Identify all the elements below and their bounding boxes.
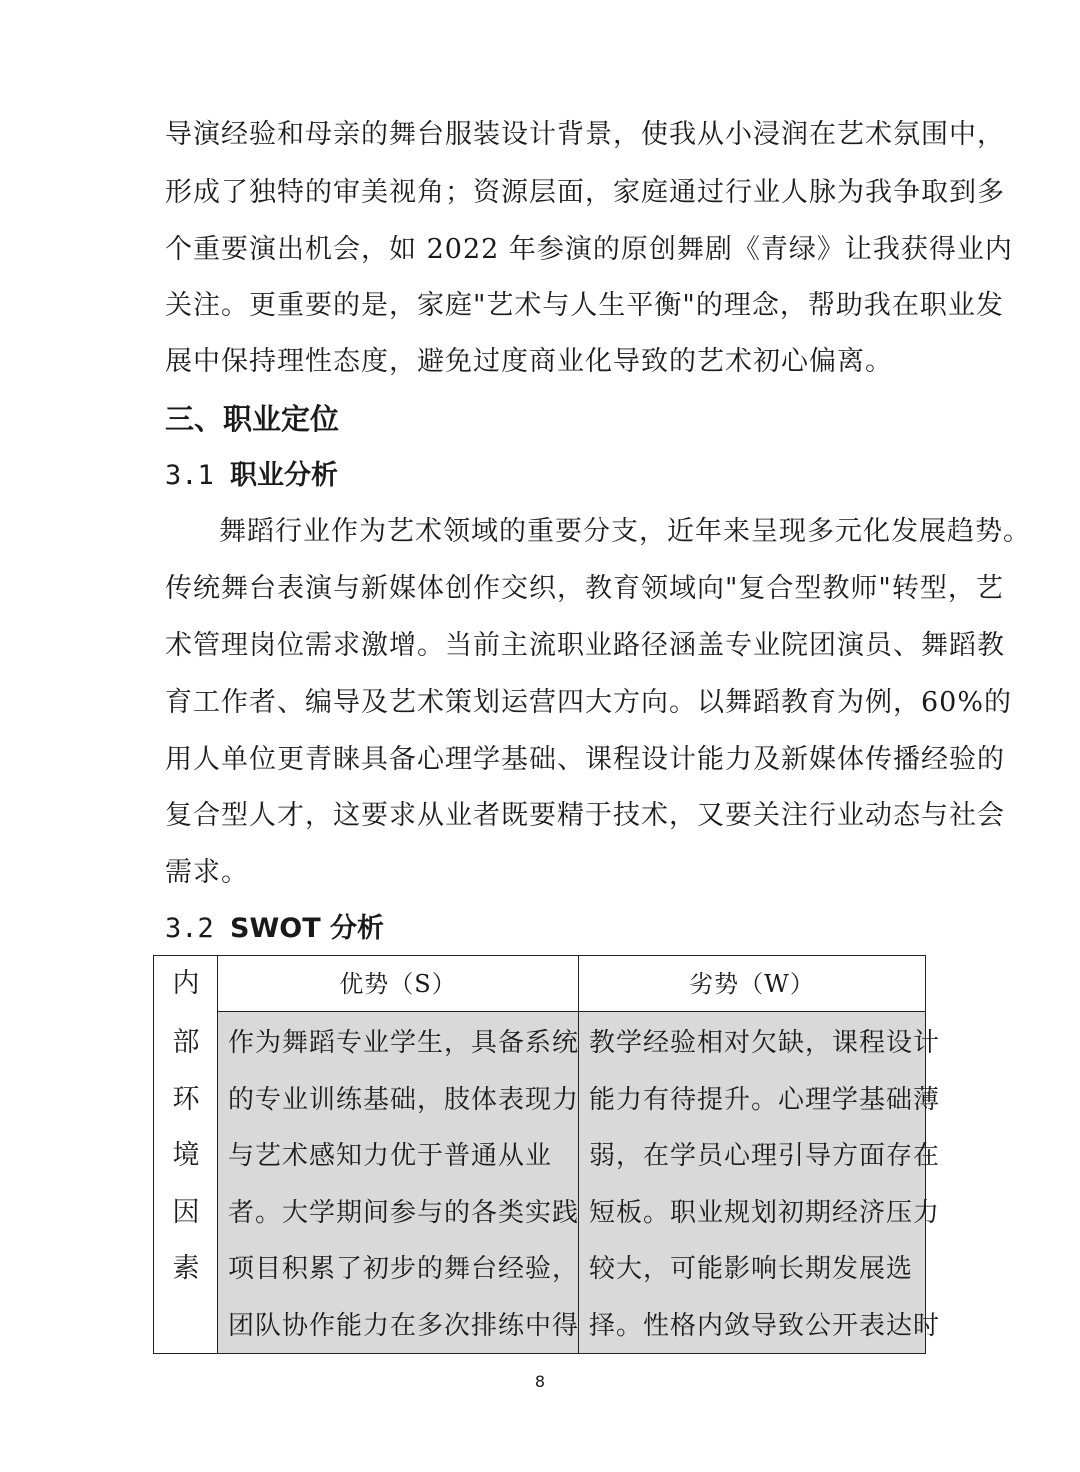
page-number: 8	[534, 1372, 546, 1391]
swot-table	[153, 955, 941, 1354]
analysis-line-2: 传统舞台表演与新媒体创作交织，教育领域向"复合型教师"转型，艺	[165, 573, 1004, 604]
intro-line-4: 关注。更重要的是，家庭"艺术与人生平衡"的理念，帮助我在职业发	[165, 290, 1004, 321]
section-title: 三、职业定位	[165, 402, 340, 436]
intro-line-5: 展中保持理性态度，避免过度商业化导致的艺术初心偏离。	[165, 346, 893, 377]
subheading-3-1-title: 职业分析	[230, 460, 339, 491]
side-label-char: 因	[172, 1197, 200, 1228]
analysis-line-6: 复合型人才，这要求从业者既要精于技术，又要关注行业动态与社会	[165, 800, 1005, 831]
side-label-char: 部	[172, 1027, 200, 1058]
weakness-line: 择。性格内敛导致公开表达时	[589, 1311, 941, 1341]
analysis-line-1: 舞蹈行业作为艺术领域的重要分支，近年来呈现多元化发展趋势。	[219, 516, 1031, 547]
strength-line: 与艺术感知力优于普通从业	[228, 1141, 553, 1171]
analysis-line-4: 育工作者、编导及艺术策划运营四大方向。以舞蹈教育为例，60%的	[165, 687, 1013, 718]
side-label-char: 环	[172, 1084, 200, 1115]
weakness-line: 教学经验相对欠缺，课程设计	[589, 1028, 941, 1058]
weakness-line: 短板。职业规划初期经济压力	[589, 1198, 941, 1228]
analysis-line-5: 用人单位更青睐具备心理学基础、课程设计能力及新媒体传播经验的	[165, 744, 1005, 775]
analysis-line-7: 需求。	[165, 857, 249, 888]
intro-line-3: 个重要演出机会，如 2022 年参演的原创舞剧《青绿》让我获得业内	[165, 234, 1013, 265]
subheading-3-2	[165, 912, 384, 946]
weakness-line: 弱，在学员心理引导方面存在	[589, 1141, 941, 1171]
strength-header: 优势（S）	[218, 956, 579, 1012]
subheading-3-1	[165, 459, 338, 493]
strength-line: 者。大学期间参与的各类实践	[228, 1198, 580, 1228]
intro-line-1: 导演经验和母亲的舞台服装设计背景，使我从小浸润在艺术氛围中，	[165, 119, 1005, 150]
subheading-3-2-title: SWOT 分析	[230, 913, 385, 944]
side-label-char: 境	[172, 1140, 200, 1171]
side-label-char: 内	[172, 968, 200, 999]
strength-line: 作为舞蹈专业学生，具备系统	[228, 1028, 580, 1058]
side-label-char: 素	[172, 1253, 200, 1284]
analysis-line-3: 术管理岗位需求激增。当前主流职业路径涵盖专业院团演员、舞蹈教	[165, 630, 1005, 661]
strength-cell	[218, 1012, 579, 1353]
swot-side-column	[154, 956, 218, 1353]
weakness-cell	[579, 1012, 941, 1353]
strength-line: 的专业训练基础，肢体表现力	[228, 1085, 580, 1115]
intro-line-2: 形成了独特的审美视角；资源层面，家庭通过行业人脉为我争取到多	[165, 177, 1005, 208]
weakness-line: 能力有待提升。心理学基础薄	[589, 1085, 941, 1115]
strength-line: 项目积累了初步的舞台经验，	[228, 1254, 580, 1284]
subheading-3-1-number: 3.1	[165, 460, 214, 491]
weakness-header: 劣势（W）	[579, 956, 925, 1012]
strength-line: 团队协作能力在多次排练中得	[228, 1311, 580, 1341]
subheading-3-2-number: 3.2	[165, 913, 214, 944]
weakness-line: 较大，可能影响长期发展选	[589, 1254, 914, 1284]
